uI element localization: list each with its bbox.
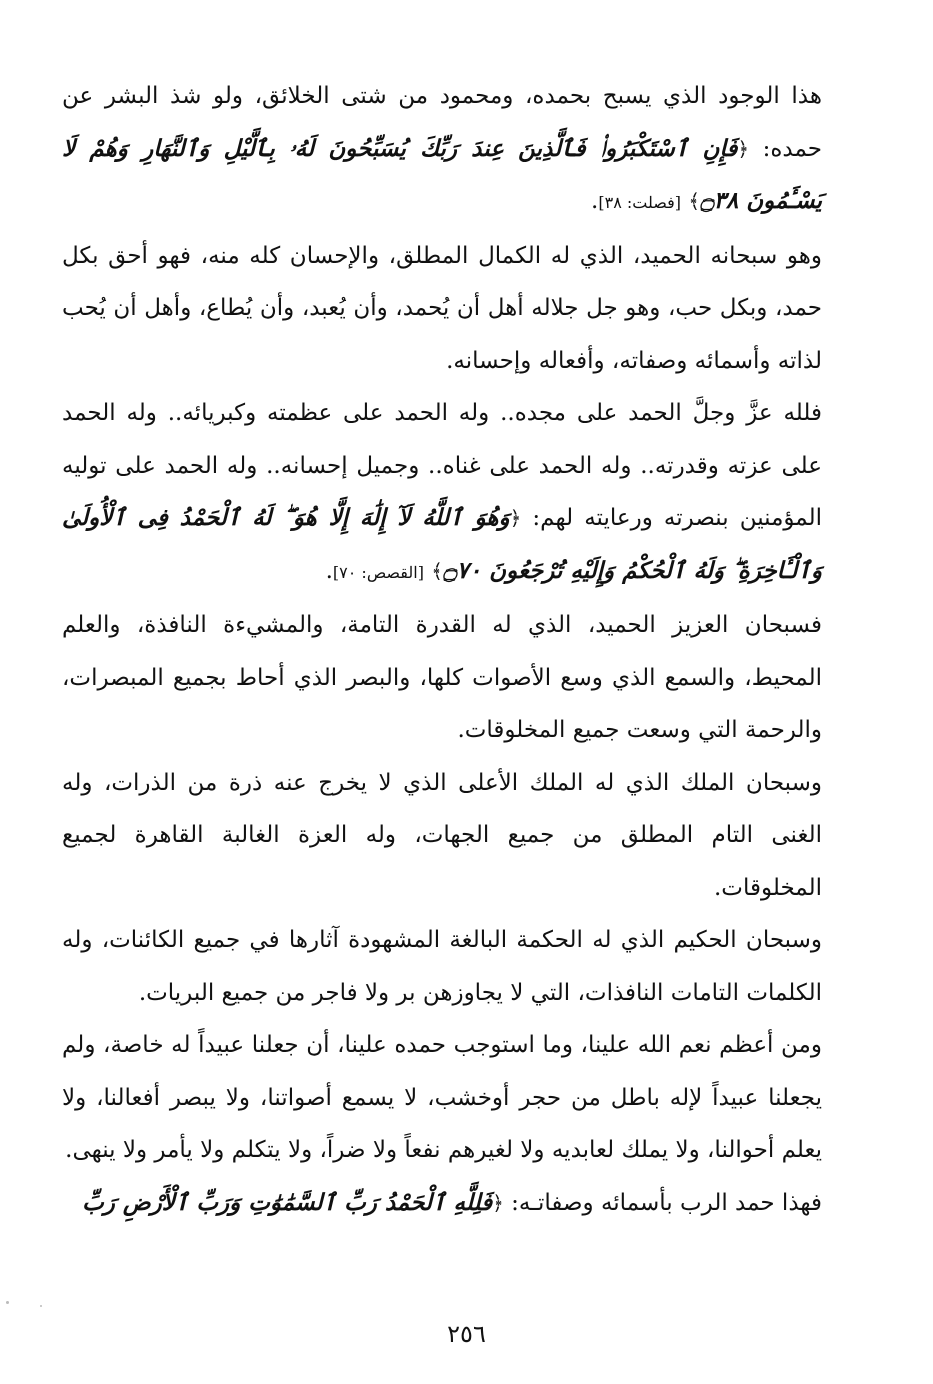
paragraph-text: فلله عزَّ وجلَّ الحمد على مجده.. وله الحمد على عظمته وكبريائه.. وله الحمد على عزته وقدرته.. وله الحمد على غناه.. وجميل إحسانه.. وله الحمد على توليه المؤمنين بنصرته ورعايته لهم:: [62, 400, 822, 531]
verse-close-bracket: ﴾: [688, 189, 701, 213]
scan-speck: [6, 1301, 9, 1304]
page-number: ٢٥٦: [447, 1320, 486, 1348]
paragraph-text: ومن أعظم نعم الله علينا، وما استوجب حمده علينا، أن جعلنا عبيداً له خاصة، ولم يجعلنا عبيداً لإله باطل من حجر أوخشب، لا يسمع أصواتنا، ولا يبصر أفعالنا، ولا يعلم أحوالنا، ولا يملك لعابديه ولا لغيرهم نفعاً ولا ضراً، ولا يتكلم ولا يأمر ولا ينهى.: [62, 1032, 822, 1163]
paragraph-end: .: [591, 188, 599, 214]
paragraph-3: [62, 387, 822, 599]
paragraph-text: فسبحان العزيز الحميد، الذي له القدرة التامة، والمشيءة النافذة، والعلم المحيط، والسمع الذي وسع الأصوات كلها، والبصر الذي أحاط بجميع المبصرات، والرحمة التي وسعت جميع المخلوقات.: [62, 612, 822, 743]
paragraph-7: [62, 1019, 822, 1177]
paragraph-text: وسبحان الملك الذي له الملك الأعلى الذي لا يخرج عنه ذرة من الذرات، وله الغنى التام المطلق من جميع الجهات، وله العزة الغالبة القاهرة لجميع المخلوقات.: [62, 769, 822, 901]
quran-verse: فَإِنِ ٱسْتَكْبَرُوا۟ فَٱلَّذِينَ عِندَ رَبِّكَ يُسَبِّحُونَ لَهُۥ بِٱلَّيْلِ وَٱلنَّهَارِ وَهُمْ لَا يَسْـَٔمُونَ ۝٣٨: [62, 134, 822, 214]
paragraph-text: هذا الوجود الذي يسبح بحمده، ومحمود من شتى الخلائق، ولو شذ البشر عن حمده:: [62, 83, 822, 162]
quran-verse: فَلِلَّهِ ٱلْحَمْدُ رَبِّ ٱلسَّمَٰوَٰتِ وَرَبِّ ٱلْأَرْضِ رَبِّ: [82, 1188, 493, 1216]
scan-speck: [40, 1305, 42, 1307]
verse-open-bracket: ﴿: [492, 1190, 504, 1215]
paragraph-4: [62, 599, 822, 757]
page-body: [62, 70, 822, 1270]
verse-reference: [فصلت: ٣٨]: [598, 193, 682, 212]
paragraph-1: [62, 70, 822, 230]
quran-verse: وَهُوَ ٱللَّهُ لَآ إِلَٰهَ إِلَّا هُوَ ۖ لَهُ ٱلْحَمْدُ فِى ٱلْأُولَىٰ وَٱلْـَٔاخِرَةِ ۖ وَلَهُ ٱلْحُكْمُ وَإِلَيْهِ تُرْجَعُونَ ۝٧٠: [62, 504, 822, 584]
verse-open-bracket: ﴿: [509, 506, 522, 530]
verse-open-bracket: ﴿: [737, 136, 750, 161]
paragraph-6: [62, 914, 822, 1019]
paragraph-5: [62, 757, 822, 915]
verse-close-bracket: ﴾: [431, 558, 443, 583]
paragraph-8: [62, 1177, 822, 1230]
paragraph-text: وسبحان الحكيم الذي له الحكمة البالغة المشهودة آثارها في جميع الكائنات، وله الكلمات التامات النافذات، التي لا يجاوزهن بر ولا فاجر من جميع البريات.: [62, 927, 822, 1006]
paragraph-text: فهذا حمد الرب بأسمائه وصفاتـه:: [503, 1189, 822, 1216]
paragraph-2: [62, 230, 822, 388]
paragraph-text: وهو سبحانه الحميد، الذي له الكمال المطلق، والإحسان كله منه، فهو أحق بكل حمد، وبكل حب، وهو جل جلاله أهل أن يُحمد، وأن يُعبد، وأن يُطاع، وأهل أن يُحب لذاته وأسمائه وصفاته، وأفعاله وإحسانه.: [62, 242, 822, 374]
verse-reference: [القصص: ٧٠]: [332, 562, 424, 582]
paragraph-end: .: [325, 557, 333, 584]
